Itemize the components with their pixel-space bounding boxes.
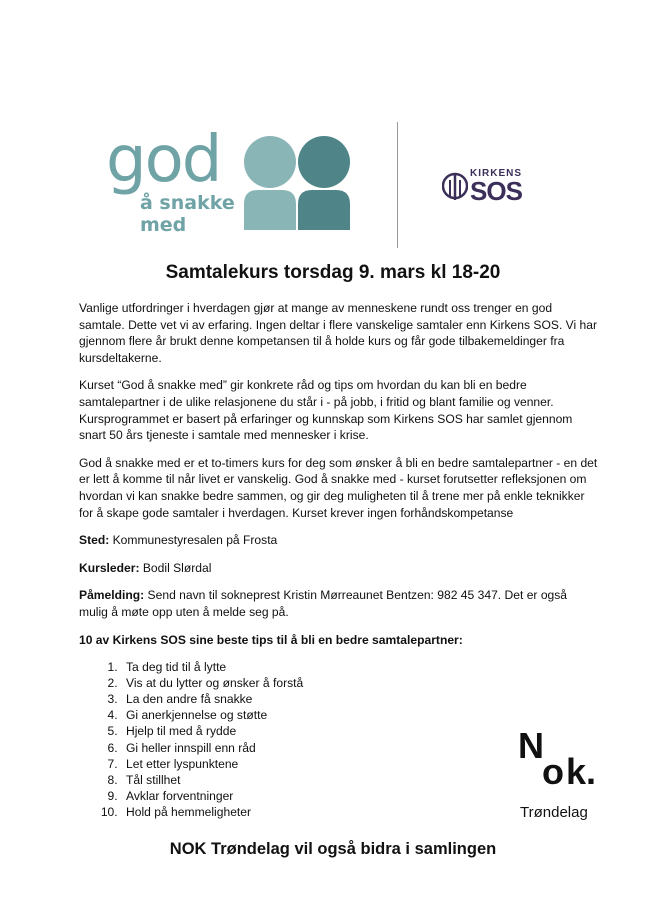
paragraph-description: God å snakke med er et to-timers kurs for deg som ønsker å bli en bedre samtalepartner - en det er lett å komme til når livet er vanskelig. God å snakke med - kurset forutsetter refleksjonen om hvordan vi kan snakke bedre sammen, og gir deg muligheten til å trene mer på enkle teknikker for å skape gode samtaler i hverdagen. Kurset krever ingen forhåndskompetanse — [79, 455, 598, 520]
two-people-icon — [240, 134, 360, 234]
sos-emblem-icon — [442, 168, 468, 204]
logo-god-word: god — [106, 123, 221, 197]
pamelding-line — [79, 587, 599, 620]
logo-god-line3: med — [140, 214, 187, 236]
list-item: 2. Vis at du lytter og ønsker å forstå — [121, 675, 599, 691]
kursleder-label: Kursleder: — [79, 560, 140, 575]
list-item: 3. La den andre få snakke — [121, 691, 599, 707]
list-item: 4. Gi anerkjennelse og støtte — [121, 707, 599, 723]
paragraph-course: Kurset “God å snakke med” gir konkrete råd og tips om hvordan du kan bli en bedre samtalepartner i de ulike relasjonene du står i - på jobb, i fritid og blant familie og venner. Kursprogrammet er basert på erfaringer og kunnskap som Kirkens SOS har samlet gjennom snart 50 års tjeneste i samtale med mennesker i krise. — [79, 378, 573, 443]
pamelding-value: Send navn til sokneprest Kristin Mørreaunet Bentzen: 982 45 347. Det er også mulig å møte opp uten å melde seg på. — [79, 588, 568, 619]
kursleder-line — [79, 560, 599, 577]
logo-god-line2: å snakke — [140, 192, 235, 214]
list-item: 10. Hold på hemmeligheter — [121, 804, 599, 820]
list-item: 5. Hjelp til med å rydde — [121, 723, 599, 739]
page-title: Samtalekurs torsdag 9. mars kl 18-20 — [165, 262, 501, 283]
nok-logo-k: k. — [566, 751, 597, 792]
sted-label: Sted: — [79, 533, 110, 548]
nok-logo-subtitle: Trøndelag — [520, 804, 588, 821]
pamelding-label: Påmelding: — [79, 588, 145, 603]
tips-title: 10 av Kirkens SOS sine beste tips til å bli en bedre samtalepartner: — [79, 632, 463, 647]
list-item: 9. Avklar forventninger — [121, 788, 599, 804]
sted-value: Kommunestyresalen på Frosta — [109, 533, 278, 548]
list-item: 7. Let etter lyspunktene — [121, 756, 599, 772]
list-item: 8. Tål stillhet — [121, 772, 599, 788]
nok-logo-n: N — [518, 725, 544, 766]
kursleder-value: Bodil Slørdal — [139, 560, 212, 575]
logo-divider — [397, 122, 398, 248]
list-item: 1. Ta deg tid til å lytte — [121, 659, 599, 675]
nok-logo-o: o — [542, 751, 564, 792]
paragraph-intro: Vanlige utfordringer i hverdagen gjør at mange av menneskene rundt oss trenger en god samtale. Dette vet vi av erfaring. Ingen deltar i flere vanskelige samtaler enn Kirkens SOS. Vi har gjennom flere år brukt denne kompetansen til å holde kurs og får gode tilbakemeldinger fra kursdeltakerne. — [79, 301, 598, 365]
list-item: 6. Gi heller innspill enn råd — [121, 740, 599, 756]
sted-line — [79, 532, 599, 549]
sos-logo-small: KIRKENS — [470, 168, 523, 179]
sos-logo-big: SOS — [470, 176, 522, 206]
footer-text: NOK Trøndelag vil også bidra i samlingen — [169, 840, 497, 858]
